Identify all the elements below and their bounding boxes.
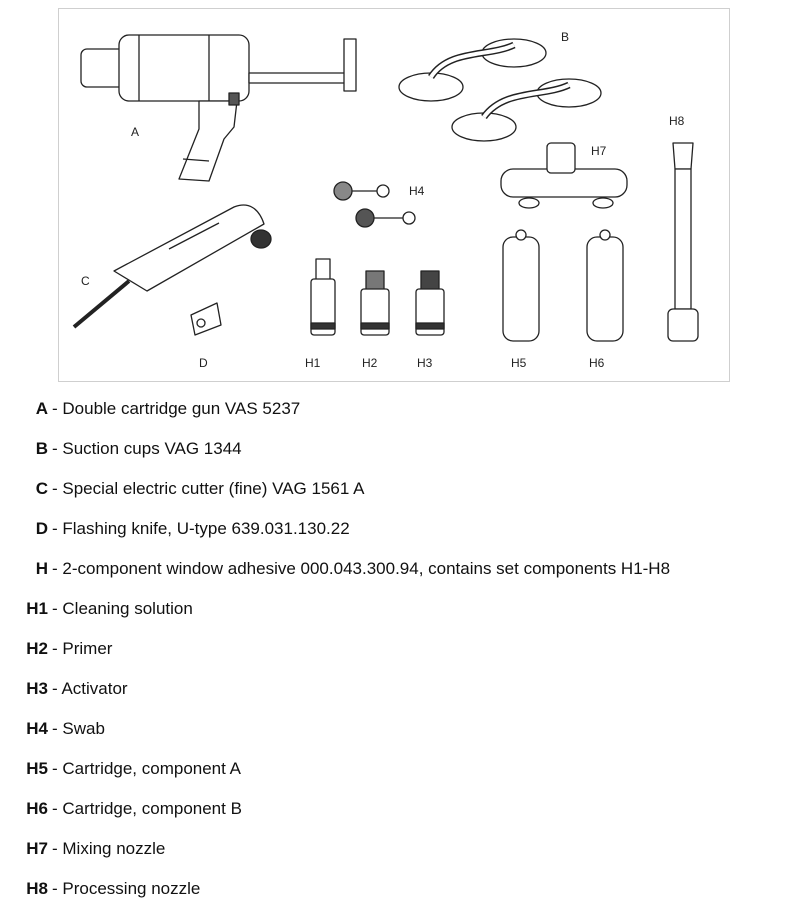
cartridges-drawing (503, 230, 623, 341)
legend-description: - Double cartridge gun VAS 5237 (52, 399, 301, 418)
legend-key: C (35, 479, 48, 498)
figure-label-b: B (561, 30, 570, 44)
legend-description: - Swab (52, 719, 105, 738)
legend-description: - Primer (52, 639, 113, 658)
legend-item-h6 (0, 789, 786, 829)
legend-description: - Flashing knife, U-type 639.031.130.22 (52, 519, 350, 538)
legend-key: B (35, 439, 48, 458)
figure-label-c: C (81, 274, 90, 288)
legend-key: H5 (26, 759, 48, 778)
legend-item-h (0, 549, 786, 589)
legend-item-b (0, 429, 786, 469)
legend-item-h2 (0, 629, 786, 669)
legend-key: H4 (26, 719, 48, 738)
bottles-drawing (311, 259, 444, 335)
figure-label-h6: H6 (589, 356, 605, 370)
figure-label-h5: H5 (511, 356, 527, 370)
legend-key: H8 (26, 879, 48, 898)
legend-key: H7 (26, 839, 48, 858)
legend-item-h5 (0, 749, 786, 789)
legend-key: H3 (26, 679, 48, 698)
figure-label-h3: H3 (417, 356, 433, 370)
legend-item-d (0, 509, 786, 549)
legend-key: D (35, 519, 48, 538)
legend-item-c (0, 469, 786, 509)
processing-nozzle-drawing (668, 143, 698, 341)
legend-item-h4 (0, 709, 786, 749)
legend-item-h3 (0, 669, 786, 709)
electric-cutter-drawing (74, 205, 271, 327)
legend-description: - Activator (52, 679, 128, 698)
legend-description: - Suction cups VAG 1344 (52, 439, 242, 458)
legend-description: - 2-component window adhesive 000.043.300.94, contains set components H1-H8 (52, 559, 671, 578)
legend-key: A (35, 399, 48, 418)
cartridge-gun-drawing (81, 35, 356, 181)
figure-label-a: A (131, 125, 140, 139)
figure-label-h2: H2 (362, 356, 378, 370)
legend-description: - Cartridge, component B (52, 799, 242, 818)
tools-drawing (59, 9, 731, 383)
legend-key: H2 (26, 639, 48, 658)
figure-label-h7: H7 (591, 144, 607, 158)
figure-label-d: D (199, 356, 208, 370)
figure-label-h8: H8 (669, 114, 685, 128)
legend-description: - Cartridge, component A (52, 759, 241, 778)
legend-item-h7 (0, 829, 786, 869)
mixing-nozzle-drawing (501, 143, 627, 208)
figure-label-h4: H4 (409, 184, 425, 198)
legend-item-h1 (0, 589, 786, 629)
legend-key: H1 (26, 599, 48, 618)
legend-description: - Cleaning solution (52, 599, 193, 618)
tools-illustration (58, 8, 730, 382)
legend-key: H (35, 559, 48, 578)
flashing-knife-drawing (191, 303, 221, 335)
swab-drawing (334, 182, 415, 227)
legend-item-h8 (0, 869, 786, 909)
legend-description: - Processing nozzle (52, 879, 201, 898)
legend-key: H6 (26, 799, 48, 818)
legend-description: - Mixing nozzle (52, 839, 166, 858)
suction-cups-drawing (399, 39, 601, 141)
figure-label-h1: H1 (305, 356, 321, 370)
legend-item-a (0, 389, 786, 429)
legend-description: - Special electric cutter (fine) VAG 1561 A (52, 479, 365, 498)
